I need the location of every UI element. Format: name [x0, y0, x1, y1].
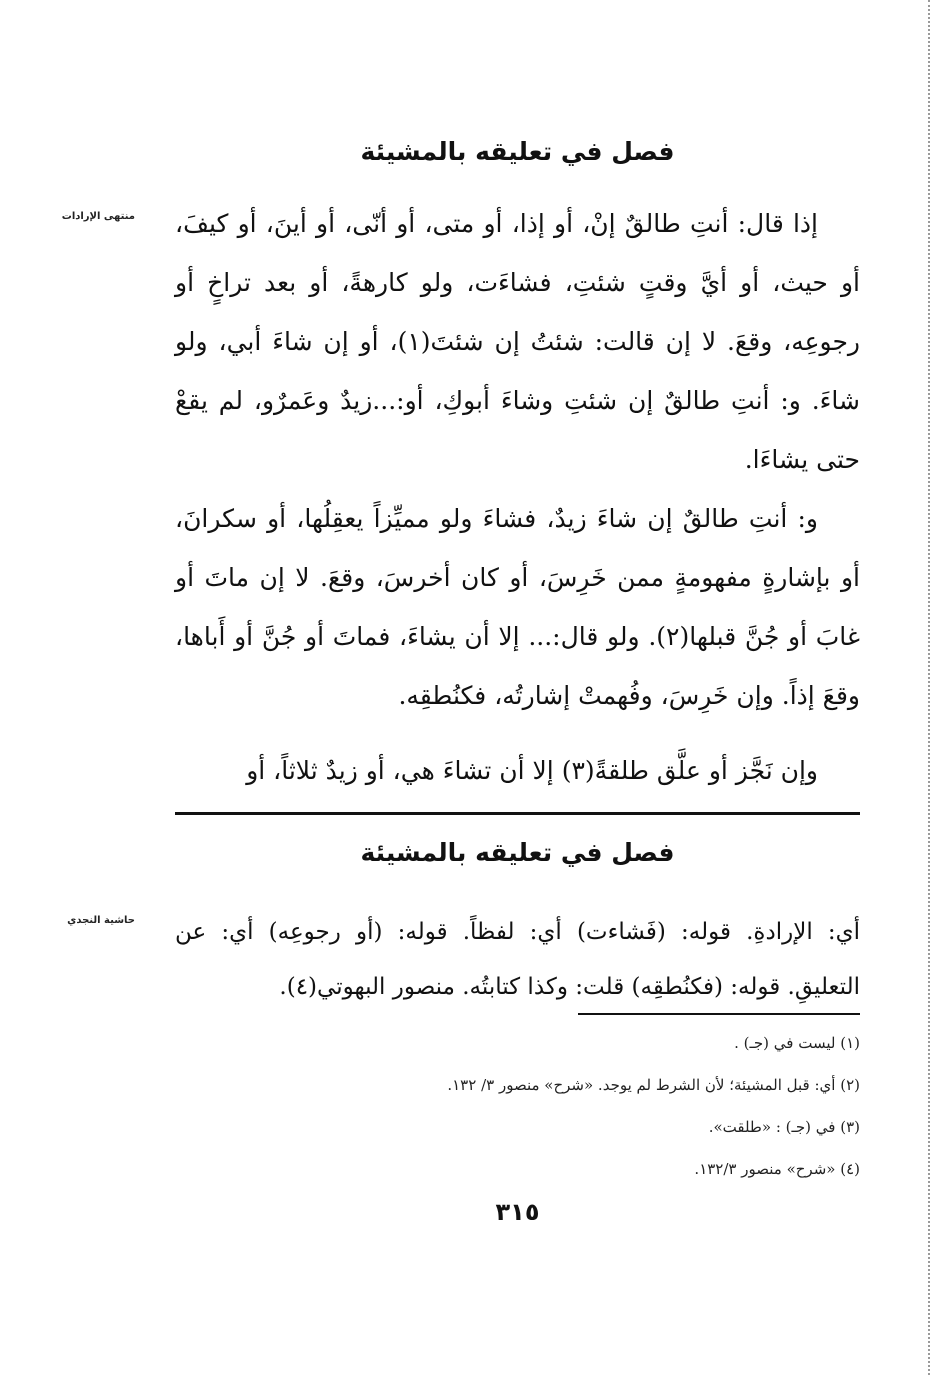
main-text-block-2	[175, 489, 860, 725]
footnote-1: (١) ليست في (جـ) .	[734, 1034, 860, 1052]
main-paragraph-2: و: أنتِ طالقٌ إن شاءَ زيدٌ، فشاءَ ولو مميِّزاً يعقِلُها، أو سكرانَ، أو بإشارةٍ مفهومةٍ ممن خَرِسَ، أو كان أخرسَ، وقعَ. لا إن ماتَ أو غابَ أو جُنَّ قبلها(٢). ولو قال:... إلا أن يشاءَ، فماتَ أو جُنَّ أو أَباها، وقعَ إذاً. وإن خَرِسَ، وفُهمتْ إشارتُه، فكنُطقِه.	[175, 504, 860, 710]
footnote-3: (٣) في (جـ) : «طلقت».	[708, 1118, 860, 1136]
main-paragraph-3: وإن نَجَّز أو علَّق طلقةً(٣) إلا أن تشاءَ هي، أو زيدٌ ثلاثاً، أو	[246, 756, 818, 785]
hashiya-paragraph: أي: الإرادةِ. قوله: (فَشاءت) أي: لفظاً. قوله: (أو رجوعِه) أي: عن التعليقِ. قوله: (فكنُطقِه) قلت: وكذا كتابتُه. منصور البهوتي(٤).	[175, 919, 860, 1000]
main-text-block-3	[175, 741, 860, 800]
section-divider	[175, 812, 860, 815]
footnotes	[175, 1030, 860, 1198]
hashiya-side-label: حاشية النجدي	[67, 915, 135, 926]
hashiya-text-block	[175, 905, 860, 1015]
footnote-2: (٢) أي: قبل المشيئة؛ لأن الشرط لم يوجد. «شرح» منصور ٣/ ١٣٢.	[447, 1076, 860, 1094]
main-section-heading: فصل في تعليقه بالمشيئة	[360, 137, 675, 166]
footnote-4: (٤) «شرح» منصور ١٣٢/٣.	[694, 1160, 860, 1178]
page-number: ٣١٥	[495, 1198, 540, 1226]
hashiya-section-heading: فصل في تعليقه بالمشيئة	[360, 838, 675, 867]
scan-edge-dots	[928, 0, 930, 1375]
main-side-label: منتهى الإرادات	[61, 211, 135, 222]
footnote-separator	[578, 1013, 860, 1015]
main-text-block	[175, 194, 860, 489]
main-paragraph-1: إذا قال: أنتِ طالقٌ إنْ، أو إذا، أو متى، أو أنّى، أو أينَ، أو كيفَ، أو حيث، أو أيَّ وقتٍ شئتِ، فشاءَت، ولو كارهةً، أو بعد تراخٍ أو رجوعِه، وقعَ. لا إن قالت: شئتُ إن شئتَ(١)، أو إن شاءَ أبي، ولو شاءَ. و: أنتِ طالقٌ إن شئتِ وشاءَ أبوكِ، أو:...زيدٌ وعَمرٌو، لم يقعْ حتى يشاءَا.	[175, 209, 860, 474]
